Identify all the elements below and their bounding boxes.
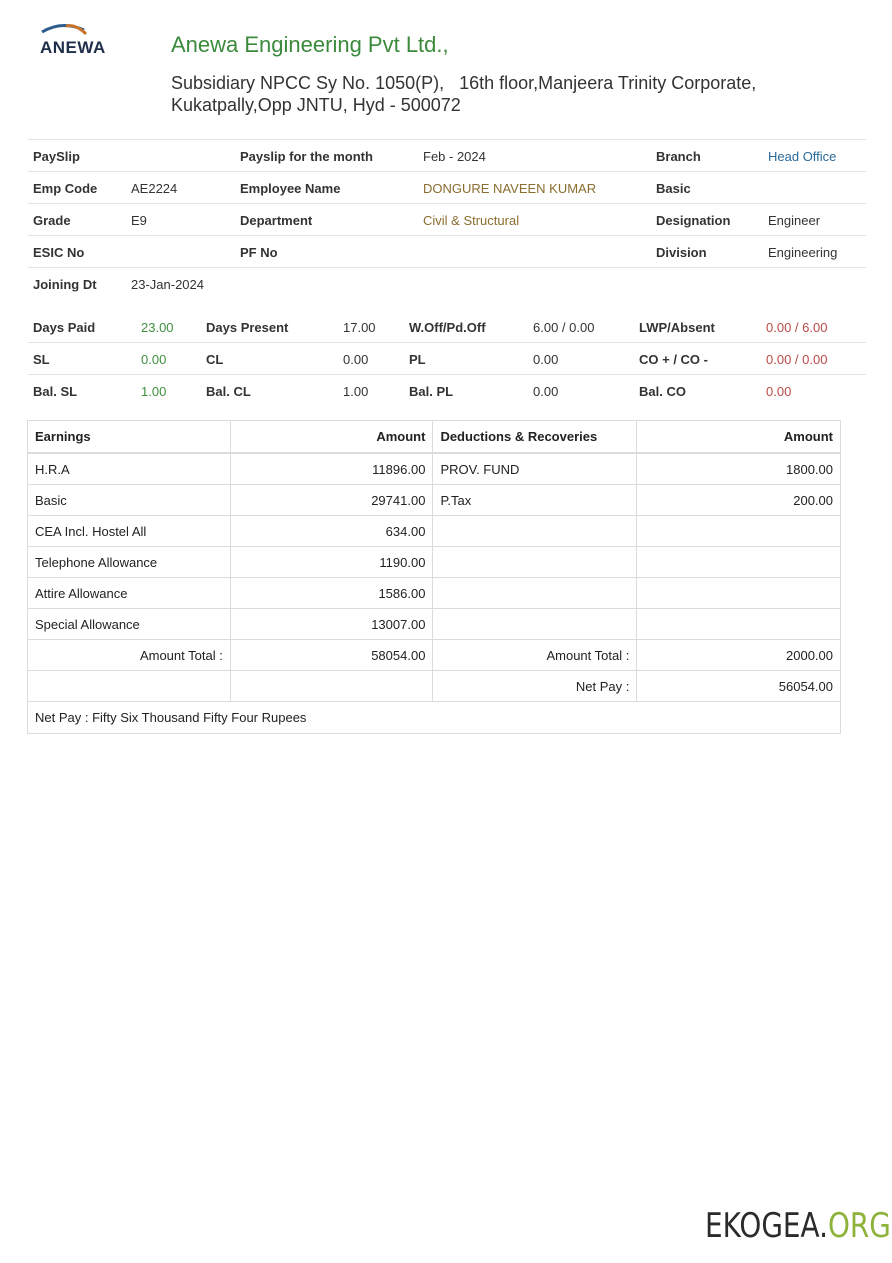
net-pay-words: Net Pay : Fifty Six Thousand Fifty Four Rupees [28, 702, 841, 734]
totals-row [28, 640, 841, 671]
company-address [171, 72, 851, 116]
info-row [28, 171, 866, 203]
earning-name: H.R.A [28, 453, 231, 485]
earning-amount: 634.00 [230, 516, 433, 547]
table-row [28, 485, 841, 516]
lwp-label: LWP/Absent [639, 320, 715, 335]
company-name: Anewa Engineering Pvt Ltd., [171, 32, 449, 57]
table-row [28, 609, 841, 640]
logo-text: ANEWA [40, 38, 106, 57]
woff-label: W.Off/Pd.Off [409, 320, 486, 335]
pf-label: PF No [240, 245, 278, 260]
branch-value: Head Office [768, 149, 837, 164]
info-row [28, 139, 866, 171]
watermark [705, 1206, 891, 1246]
deduction-name [433, 516, 637, 547]
table-row [28, 578, 841, 609]
table-header-row [28, 421, 841, 454]
payslip-label: PaySlip [33, 149, 80, 164]
net-pay-label: Net Pay : [433, 671, 637, 702]
earning-amount: 1586.00 [230, 578, 433, 609]
employee-name-label: Employee Name [240, 181, 341, 196]
deductions-total-label: Amount Total : [433, 640, 637, 671]
net-pay-value: 56054.00 [637, 671, 841, 702]
earning-amount: 11896.00 [230, 453, 433, 485]
earning-name: CEA Incl. Hostel All [28, 516, 231, 547]
days-paid-label: Days Paid [33, 320, 96, 335]
days-present-value: 17.00 [343, 320, 376, 335]
deduction-name: PROV. FUND [433, 453, 637, 485]
employee-name-value: DONGURE NAVEEN KUMAR [423, 181, 597, 196]
watermark-main: EKOGEA. [705, 1206, 828, 1246]
earning-name: Telephone Allowance [28, 547, 231, 578]
joining-date-label: Joining Dt [33, 277, 97, 292]
earning-amount: 1190.00 [230, 547, 433, 578]
bal-co-label: Bal. CO [639, 384, 686, 399]
bal-sl-value: 1.00 [141, 384, 167, 399]
deduction-name: P.Tax [433, 485, 637, 516]
attendance-row [28, 374, 866, 406]
department-value: Civil & Structural [423, 213, 520, 228]
deductions-header: Deductions & Recoveries [433, 421, 637, 454]
empty-cell [28, 671, 231, 702]
co-label: CO + / CO - [639, 352, 708, 367]
bal-co-value: 0.00 [766, 384, 792, 399]
joining-date-value: 23-Jan-2024 [131, 277, 204, 292]
designation-label: Designation [656, 213, 731, 228]
net-pay-row [28, 671, 841, 702]
address-line-1: Subsidiary NPCC Sy No. 1050(P), 16th floor,Manjeera Trinity Corporate, [171, 73, 757, 93]
deduction-amount: 1800.00 [637, 453, 841, 485]
table-row [28, 516, 841, 547]
sl-value: 0.00 [141, 352, 167, 367]
esic-label: ESIC No [33, 245, 85, 260]
deduction-name [433, 547, 637, 578]
bal-cl-label: Bal. CL [206, 384, 251, 399]
info-row [28, 267, 866, 308]
designation-value: Engineer [768, 213, 821, 228]
cl-value: 0.00 [343, 352, 369, 367]
earning-amount: 29741.00 [230, 485, 433, 516]
address-line-2: Kukatpally,Opp JNTU, Hyd - 500072 [171, 95, 461, 115]
bal-cl-value: 1.00 [343, 384, 369, 399]
pl-label: PL [409, 352, 426, 367]
division-value: Engineering [768, 245, 838, 260]
deduction-name [433, 578, 637, 609]
salary-table [27, 420, 841, 734]
earning-name: Attire Allowance [28, 578, 231, 609]
sl-label: SL [33, 352, 50, 367]
emp-code-label: Emp Code [33, 181, 98, 196]
department-label: Department [240, 213, 313, 228]
days-paid-value: 23.00 [141, 320, 174, 335]
deduction-amount [637, 609, 841, 640]
deductions-amount-header: Amount [637, 421, 841, 454]
lwp-value: 0.00 / 6.00 [766, 320, 828, 335]
table-row [28, 547, 841, 578]
branch-label: Branch [656, 149, 701, 164]
bal-sl-label: Bal. SL [33, 384, 78, 399]
month-label: Payslip for the month [240, 149, 373, 164]
employee-info [28, 139, 866, 308]
basic-label: Basic [656, 181, 691, 196]
co-value: 0.00 / 0.00 [766, 352, 828, 367]
deduction-amount [637, 578, 841, 609]
deduction-amount [637, 516, 841, 547]
month-value: Feb - 2024 [423, 149, 486, 164]
division-label: Division [656, 245, 707, 260]
woff-value: 6.00 / 0.00 [533, 320, 595, 335]
empty-cell [230, 671, 433, 702]
pl-value: 0.00 [533, 352, 559, 367]
days-present-label: Days Present [206, 320, 289, 335]
earnings-amount-header: Amount [230, 421, 433, 454]
deduction-amount [637, 547, 841, 578]
grade-label: Grade [33, 213, 71, 228]
deduction-amount: 200.00 [637, 485, 841, 516]
table-row [28, 453, 841, 485]
deductions-total-value: 2000.00 [637, 640, 841, 671]
info-row [28, 203, 866, 235]
earning-amount: 13007.00 [230, 609, 433, 640]
info-row [28, 235, 866, 267]
earnings-total-value: 58054.00 [230, 640, 433, 671]
emp-code-value: AE2224 [131, 181, 178, 196]
attendance-row [28, 342, 866, 374]
attendance-summary [28, 311, 866, 406]
bal-pl-value: 0.00 [533, 384, 559, 399]
earnings-total-label: Amount Total : [28, 640, 231, 671]
company-logo [28, 18, 134, 62]
deduction-name [433, 609, 637, 640]
attendance-row [28, 311, 866, 342]
earning-name: Basic [28, 485, 231, 516]
watermark-suffix: ORG [827, 1206, 891, 1246]
bal-pl-label: Bal. PL [409, 384, 454, 399]
cl-label: CL [206, 352, 224, 367]
earning-name: Special Allowance [28, 609, 231, 640]
earnings-header: Earnings [28, 421, 231, 454]
grade-value: E9 [131, 213, 147, 228]
net-pay-words-row [28, 702, 841, 734]
